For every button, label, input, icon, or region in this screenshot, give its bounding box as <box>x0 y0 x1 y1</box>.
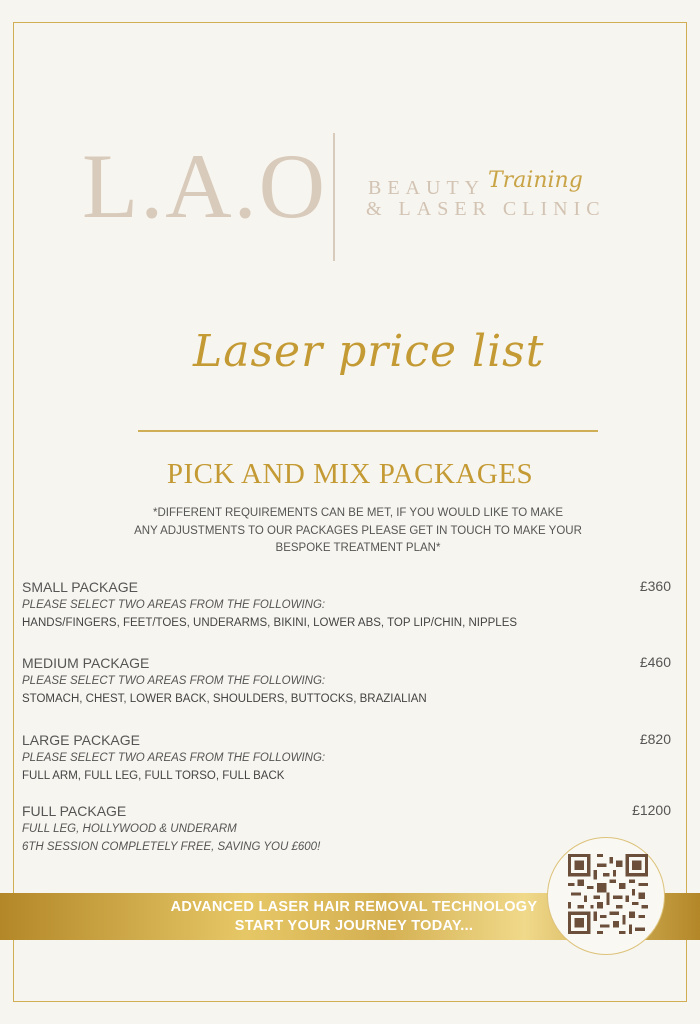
banner-line-1: ADVANCED LASER HAIR REMOVAL TECHNOLOGY <box>170 899 538 915</box>
package-name: LARGE PACKAGE <box>22 732 141 748</box>
package-instruction: PLEASE SELECT TWO AREAS FROM THE FOLLOWING: <box>22 599 326 611</box>
package-instruction: PLEASE SELECT TWO AREAS FROM THE FOLLOWING: <box>22 675 326 687</box>
package-areas: HANDS/FINGERS, FEET/TOES, UNDERARMS, BIKINI, LOWER ABS, TOP LIP/CHIN, NIPPLES <box>22 617 518 629</box>
package-name: SMALL PACKAGE <box>22 579 138 595</box>
package-price: £360 <box>639 578 671 594</box>
package-small <box>22 578 672 632</box>
package-description: FULL LEG, HOLLYWOOD & UNDERARM <box>22 823 237 835</box>
title-divider <box>138 430 598 432</box>
packages-note <box>100 505 616 558</box>
package-name: FULL PACKAGE <box>22 803 127 819</box>
package-areas: STOMACH, CHEST, LOWER BACK, SHOULDERS, BUTTOCKS, BRAZIALIAN <box>22 693 427 705</box>
logo-beauty-text: BEAUTY <box>368 177 486 199</box>
package-offer: 6TH SESSION COMPLETELY FREE, SAVING YOU £600! <box>22 841 321 853</box>
banner-line-2: START YOUR JOURNEY TODAY... <box>234 918 474 934</box>
logo-divider <box>333 133 335 261</box>
section-title: PICK AND MIX PACKAGES <box>166 458 534 490</box>
qr-code[interactable] <box>568 854 648 934</box>
package-areas: FULL ARM, FULL LEG, FULL TORSO, FULL BACK <box>22 770 285 782</box>
package-name: MEDIUM PACKAGE <box>22 655 150 671</box>
package-price: £820 <box>639 731 671 747</box>
package-medium <box>22 654 672 708</box>
note-line: *DIFFERENT REQUIREMENTS CAN BE MET, IF YOU WOULD LIKE TO MAKE <box>152 507 564 519</box>
package-price: £1200 <box>632 802 671 818</box>
package-large <box>22 731 672 785</box>
note-line: ANY ADJUSTMENTS TO OUR PACKAGES PLEASE GET IN TOUCH TO MAKE YOUR <box>134 524 582 537</box>
package-price: £460 <box>639 654 671 670</box>
note-line: BESPOKE TREATMENT PLAN* <box>275 542 441 554</box>
logo-training-script: Training <box>488 168 583 193</box>
logo-clinic-text: & LASER CLINIC <box>366 198 606 220</box>
package-instruction: PLEASE SELECT TWO AREAS FROM THE FOLLOWING: <box>22 752 326 764</box>
logo-lao: L.A.O <box>82 135 328 237</box>
price-list-title: Laser price list <box>193 326 545 377</box>
